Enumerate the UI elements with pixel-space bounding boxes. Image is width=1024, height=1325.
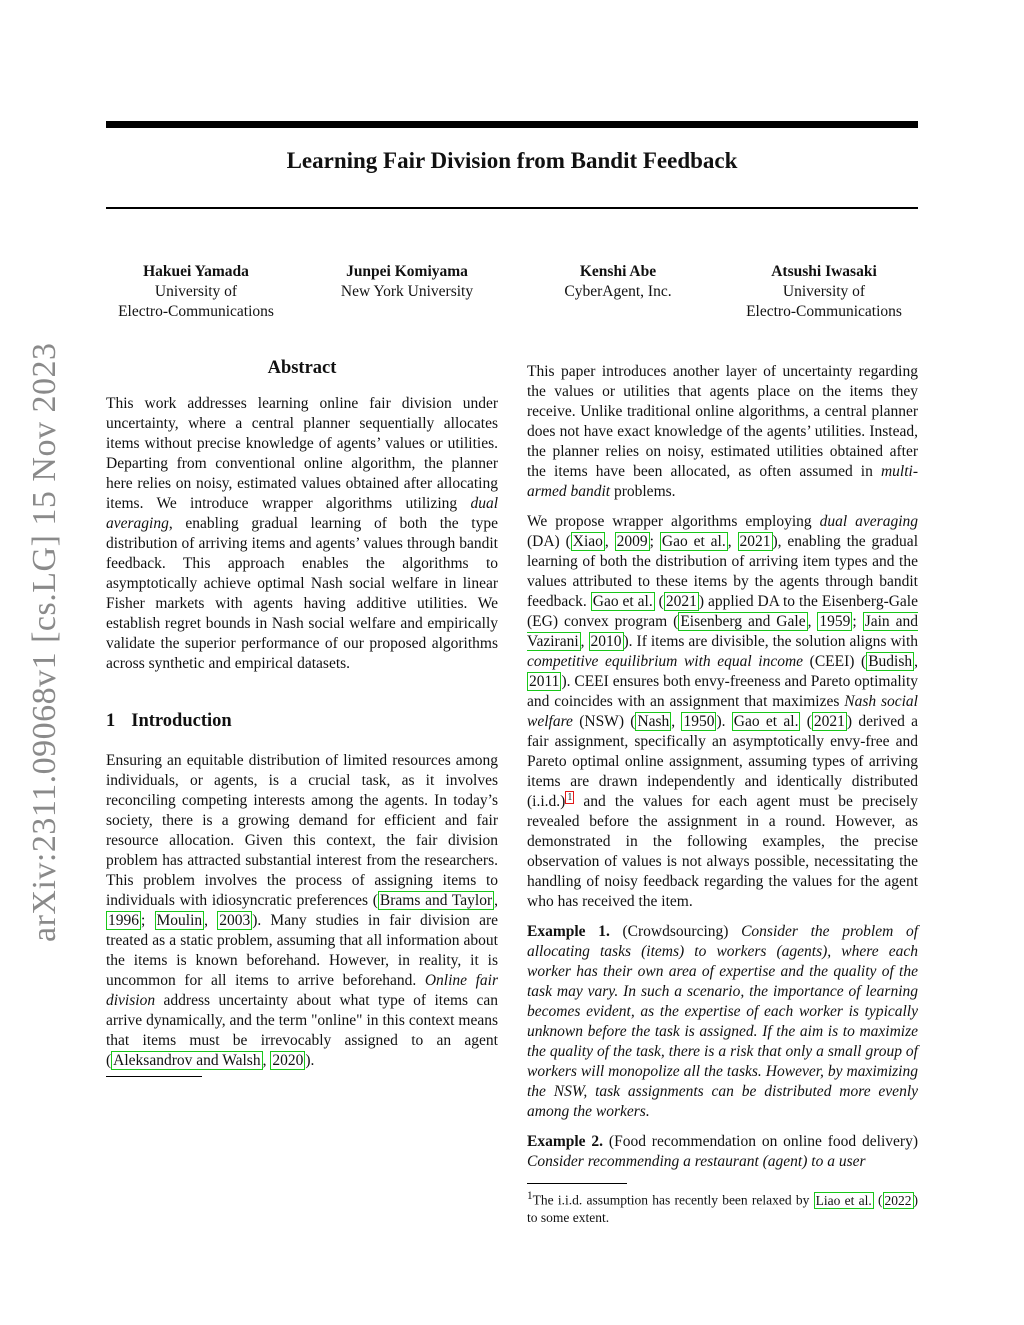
author-name: Atsushi Iwasaki	[771, 263, 877, 280]
intro-paragraph: Ensuring an equitable distribution of limited resources among individuals, or agents, is a crucial task, as it involves reconciling competing interests among the agents. In today’s society, there is a growing demand for efficient and fair resource allocation. Given this context, the fair division problem has attracted substantial interest from the researchers. This problem involves the process of assigning items to individuals with idiosyncratic preferences ( Brams and Taylor , 1996 ; Moulin , 2003 ). Many studies in fair division are treated as a static problem, assuming that all information about the items is known beforehand. However, in reality, it is uncommon for all items to arrive beforehand. Online fair division address uncertainty about what type of items can arrive dynamically, and the term "online" in this context means that items must be irrevocably assigned to an agent ( Aleksandrov and Walsh , 2020 ).	[106, 752, 499, 1069]
abstract-text: This work addresses learning online fair division under uncertainty, where a central planner sequentially allocates items without precise knowledge of agents’ values or utilities. Departing from conventional online algorithm, the planner here relies on noisy, estimated values obtained after allocating items. We introduce wrapper algorithms utilizing dual averaging, enabling gradual learning of both the type distribution of arriving items and agents’ values through bandit feedback. This approach enables the algorithms to asymptotically achieve optimal Nash social welfare in linear Fisher markets with agents having additive utilities. We establish regret bounds in Nash social welfare and empirically validate the superior performance of our proposed algorithms across synthetic and empirical datasets.	[106, 395, 498, 672]
footnote-rule	[106, 1076, 202, 1077]
author-block	[508, 262, 728, 302]
citation-link[interactable]: 2009	[616, 533, 648, 550]
footnote-marker[interactable]: 1	[567, 791, 573, 803]
citation-link[interactable]: Jain and Vazirani	[527, 613, 919, 650]
citation-link[interactable]: 2021	[739, 533, 771, 550]
author-affiliation: University of	[782, 283, 866, 300]
citation-link[interactable]: Aleksandrov and Walsh	[113, 1052, 261, 1069]
citation-link[interactable]: 2021	[665, 593, 697, 610]
footnote: $^1$The i.i.d. assumption has recently been relaxed by Liao et al. ( 2022 ) to some extent.	[527, 1190, 918, 1225]
author-affiliation: University of	[154, 283, 238, 300]
citation-link[interactable]: 2010	[590, 633, 622, 650]
author-block	[714, 262, 934, 322]
citation-link[interactable]: 2022	[884, 1192, 912, 1208]
abstract-heading: Abstract	[267, 358, 337, 378]
citation-link[interactable]: 1996	[108, 912, 139, 929]
citation-link[interactable]: Liao et al.	[815, 1192, 872, 1208]
citation-link[interactable]: Xiao	[572, 533, 603, 550]
citation-link[interactable]: Gao et al.	[592, 593, 653, 610]
citation-link[interactable]: Eisenberg and Gale	[680, 613, 806, 630]
section-heading-introduction: 1 Introduction	[106, 711, 232, 731]
citation-link[interactable]: 2003	[219, 912, 251, 929]
body-paragraph: We propose wrapper algorithms employing dual averaging (DA) ( Xiao , 2009 ; Gao et al. , 2021 ), enabling the gradual learning of both the distribution of arriving item types and the values attributed to these items by the agents through bandit feedback. Gao et al. ( 2021 ) applied DA to the Eisenberg-Gale (EG) convex program ( Eisenberg and Gale , 1959 ; Jain and Vazirani , 2010 ). If items are divisible, the solution aligns with competitive equilibrium with equal income (CEEI) ( Budish , 2011 ). CEEI ensures both envy-freeness and Pareto optimality and coincides with an assignment that maximizes Nash social welfare (NSW) ( Nash , 1950 ). Gao et al. ( 2021 ) derived a fair assignment, specifically an asymptotically envy-free and Pareto optimal online assignment, assuming types of arriving items are drawn independently and identically distributed (i.i.d.) $^1$ and the values for each agent must be precisely revealed before the assignment in a round. However, as demonstrated in the following examples, the precise observation of values is not always possible, necessitating the handling of noisy feedback regarding the values for the agent who has received the item.	[527, 513, 919, 910]
author-affiliation-2: Electro-Communications	[746, 303, 902, 320]
citation-link[interactable]: Brams and Taylor	[379, 892, 493, 909]
author-affiliation-2: Electro-Communications	[118, 303, 274, 320]
author-name: Hakuei Yamada	[143, 263, 249, 280]
citation-link[interactable]: 2011	[529, 673, 560, 690]
example-2: Example 2. (Food recommendation on online food delivery) Consider recommending a restaurant (agent) to a user	[527, 1133, 918, 1170]
body-paragraph: This paper introduces another layer of uncertainty regarding the values or utilities that agents place on the items they receive. Unlike traditional online algorithms, a central planner does not have exact knowledge of the agents’ utilities. Instead, the planner relies on noisy, estimated utilities obtained after the items have been allocated, as often assumed in multi-armed bandit problems.	[527, 363, 918, 500]
citation-link[interactable]: 2021	[813, 713, 845, 730]
paper-title: Learning Fair Division from Bandit Feedback	[286, 148, 738, 173]
citation-link[interactable]: 2020	[272, 1052, 304, 1069]
citation-link[interactable]: Nash	[637, 713, 670, 730]
author-affiliation: CyberAgent, Inc.	[564, 283, 672, 300]
right-column	[527, 362, 918, 1226]
title-rule-bottom	[106, 207, 918, 209]
citation-link[interactable]: 1950	[683, 713, 715, 730]
author-block	[297, 262, 517, 302]
citation-link[interactable]: Moulin	[156, 912, 203, 929]
author-block	[86, 262, 306, 322]
citation-link[interactable]: Gao et al.	[733, 713, 799, 730]
arxiv-stamp: arXiv:2311.09068v1 [cs.LG] 15 Nov 2023	[26, 342, 63, 942]
title-rule-top	[106, 121, 918, 128]
footnote-rule	[527, 1183, 627, 1184]
citation-link[interactable]: Gao et al.	[661, 533, 726, 550]
citation-link[interactable]: Budish	[868, 653, 913, 670]
citation-link[interactable]: 1959	[819, 613, 851, 630]
author-name: Junpei Komiyama	[346, 263, 468, 280]
left-column	[106, 358, 498, 1077]
example-1: Example 1. (Crowdsourcing) Consider the problem of allocating tasks (items) to workers (agents), where each worker has their own area of expertise and the quality of the task may vary. In such a scenario, the importance of learning becomes evident, as the expertise of each worker is typically unknown before the task is assigned. If the aim is to maximize the quality of the task, there is a risk that only a small group of workers will monopolize all the tasks. However, by maximizing the NSW, task assignments can be distributed more evenly among the workers.	[527, 923, 919, 1120]
author-affiliation: New York University	[340, 283, 474, 300]
author-name: Kenshi Abe	[579, 263, 657, 280]
